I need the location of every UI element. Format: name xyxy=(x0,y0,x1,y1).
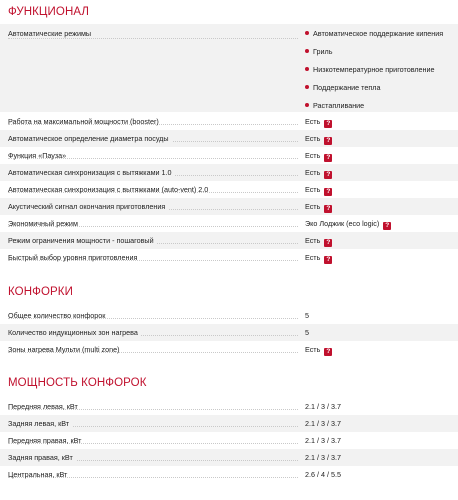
list-item: Поддержание тепла xyxy=(305,83,443,101)
spec-label: Автоматические режимы xyxy=(8,29,94,38)
functional-rows xyxy=(0,113,458,266)
burners-rows xyxy=(0,307,458,358)
spec-value: Есть ? xyxy=(305,198,332,215)
spec-value: Эко Лоджик (eco logic) ? xyxy=(305,215,391,232)
question-mark-icon[interactable]: ? xyxy=(324,154,332,162)
question-mark-icon[interactable]: ? xyxy=(324,205,332,213)
spec-value: 5 xyxy=(305,328,309,337)
list-item: Автоматическое поддержание кипения xyxy=(305,29,443,47)
spec-row xyxy=(0,164,458,181)
spec-label: Передняя левая, кВт xyxy=(8,402,78,411)
bullet-dot-icon xyxy=(305,49,309,53)
spec-label: Акустический сигнал окончания приготовления xyxy=(8,198,168,215)
spec-row xyxy=(0,232,458,249)
spec-value: Есть ? xyxy=(305,249,332,266)
spec-value: Есть ? xyxy=(305,341,332,358)
bullet-dot-icon xyxy=(305,31,309,35)
spec-value: Есть ? xyxy=(305,147,332,164)
spec-row xyxy=(0,130,458,147)
question-mark-icon[interactable]: ? xyxy=(324,171,332,179)
power-rows xyxy=(0,398,458,483)
spec-label: Задняя левая, кВт xyxy=(8,415,72,432)
spec-label: Функция «Пауза» xyxy=(8,151,67,160)
question-mark-icon[interactable]: ? xyxy=(324,348,332,356)
spec-row xyxy=(0,215,458,232)
spec-label: Быстрый выбор уровня приготовления xyxy=(8,253,138,262)
list-item: Низкотемпературное приготовление xyxy=(305,65,443,83)
spec-row xyxy=(0,415,458,432)
leader-line xyxy=(8,38,298,39)
spec-row xyxy=(0,113,458,130)
spec-value: Есть ? xyxy=(305,232,332,249)
auto-modes-list xyxy=(305,29,443,119)
spec-row xyxy=(0,341,458,358)
spec-value: 5 xyxy=(305,311,309,320)
spec-label: Экономичный режим xyxy=(8,219,78,228)
spec-row xyxy=(0,198,458,215)
spec-row xyxy=(0,147,458,164)
spec-row xyxy=(0,432,458,449)
spec-value: 2.6 / 4 / 5.5 xyxy=(305,470,341,479)
spec-row xyxy=(0,449,458,466)
auto-modes-row xyxy=(0,24,458,112)
question-mark-icon[interactable]: ? xyxy=(324,120,332,128)
spec-row xyxy=(0,181,458,198)
list-item: Растапливание xyxy=(305,101,443,119)
question-mark-icon[interactable]: ? xyxy=(324,239,332,247)
section-title-burners: КОНФОРКИ xyxy=(8,286,73,298)
spec-label: Передняя правая, кВт xyxy=(8,436,82,445)
spec-label: Центральная, кВт xyxy=(8,470,68,479)
question-mark-icon[interactable]: ? xyxy=(383,222,391,230)
section-title-functional: ФУНКЦИОНАЛ xyxy=(8,6,90,18)
spec-row xyxy=(0,249,458,266)
bullet-dot-icon xyxy=(305,103,309,107)
spec-label: Зоны нагрева Мульти (multi zone) xyxy=(8,345,120,354)
spec-value: 2.1 / 3 / 3.7 xyxy=(305,419,341,428)
spec-value: 2.1 / 3 / 3.7 xyxy=(305,453,341,462)
spec-row xyxy=(0,324,458,341)
question-mark-icon[interactable]: ? xyxy=(324,137,332,145)
spec-row xyxy=(0,307,458,324)
spec-value: Есть ? xyxy=(305,164,332,181)
section-title-power: МОЩНОСТЬ КОНФОРОК xyxy=(8,377,147,389)
spec-label: Количество индукционных зон нагрева xyxy=(8,324,141,341)
spec-value: Есть ? xyxy=(305,113,332,130)
spec-label: Работа на максимальной мощности (booster) xyxy=(8,117,159,126)
list-item: Гриль xyxy=(305,47,443,65)
spec-row xyxy=(0,466,458,483)
spec-value: 2.1 / 3 / 3.7 xyxy=(305,402,341,411)
spec-value: Есть ? xyxy=(305,130,332,147)
question-mark-icon[interactable]: ? xyxy=(324,188,332,196)
question-mark-icon[interactable]: ? xyxy=(324,256,332,264)
spec-label: Режим ограничения мощности - пошаговый xyxy=(8,232,157,249)
bullet-dot-icon xyxy=(305,67,309,71)
spec-value: 2.1 / 3 / 3.7 xyxy=(305,436,341,445)
spec-row xyxy=(0,398,458,415)
spec-label: Автоматическое определение диаметра посуды xyxy=(8,130,172,147)
spec-label: Общее количество конфорок xyxy=(8,311,106,320)
spec-value: Есть ? xyxy=(305,181,332,198)
bullet-dot-icon xyxy=(305,85,309,89)
spec-label: Автоматическая синхронизация с вытяжками (auto-vent) 2.0 xyxy=(8,185,209,194)
spec-label: Автоматическая синхронизация с вытяжками 1.0 xyxy=(8,164,175,181)
spec-label: Задняя правая, кВт xyxy=(8,449,76,466)
